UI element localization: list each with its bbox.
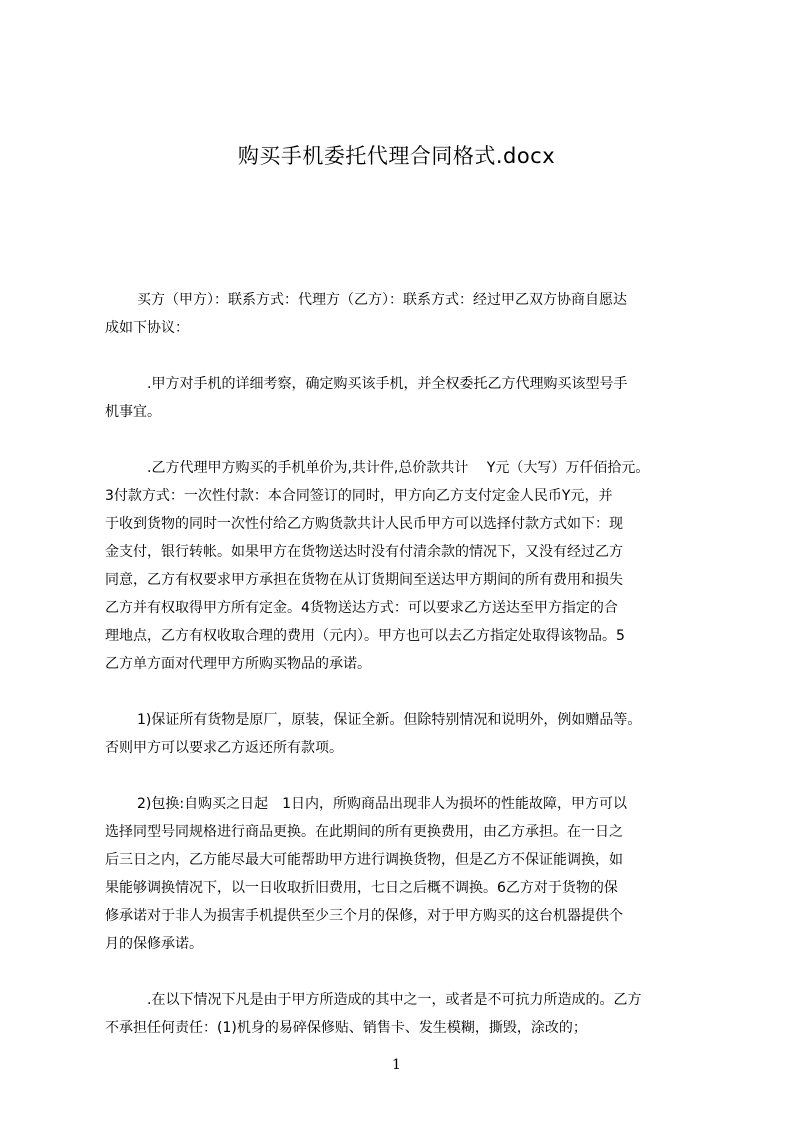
paragraph-line: 3付款方式：一次性付款：本合同签订的同时，甲方向乙方支付定金人民币Y元，并 bbox=[105, 488, 613, 504]
paragraph-exemptions bbox=[105, 986, 725, 1042]
paragraph-line: 乙方并有权取得甲方所有定金。4货物送达方式：可以要求乙方送达至甲方指定的合 bbox=[105, 600, 618, 616]
paragraph-exchange bbox=[105, 790, 725, 958]
paragraph-line: 机事宜。 bbox=[105, 404, 161, 420]
document-title: 购买手机委托代理合同格式.docx bbox=[237, 144, 556, 168]
paragraph-line: .在以下情况下凡是由于甲方所造成的其中之一，或者是不可抗力所造成的。乙方 bbox=[147, 992, 642, 1008]
paragraph-line: 于收到货物的同时一次性付给乙方购货款共计人民币甲方可以选择付款方式如下：现 bbox=[105, 516, 623, 532]
paragraph-line: 不承担任何责任：(1)机身的易碎保修贴、销售卡、发生模糊，撕毁，涂改的； bbox=[105, 1020, 587, 1036]
document-body bbox=[105, 286, 725, 1070]
paragraph-guarantee bbox=[105, 706, 725, 762]
paragraph-line: .乙方代理甲方购买的手机单价为,共计件,总价款共计 Y元（大写）万仟佰拾元。 bbox=[147, 460, 650, 476]
paragraph-line: 选择同型号同规格进行商品更换。在此期间的所有更换费用，由乙方承担。在一日之 bbox=[105, 824, 623, 840]
paragraph-line: 同意，乙方有权要求甲方承担在货物在从订货期间至送达甲方期间的所有费用和损失 bbox=[105, 572, 623, 588]
paragraph-line: 1)保证所有货物是原厂，原装，保证全新。但除特别情况和说明外，例如赠品等。 bbox=[137, 712, 642, 728]
paragraph-line: 果能够调换情况下，以一日收取折旧费用，七日之后概不调换。6乙方对于货物的保 bbox=[105, 880, 618, 896]
paragraph-line: .甲方对手机的详细考察，确定购买该手机，并全权委托乙方代理购买该型号手 bbox=[147, 376, 628, 392]
paragraph-clause-1 bbox=[105, 370, 725, 426]
page-number: 1 bbox=[392, 1057, 401, 1073]
paragraph-line: 买方（甲方）：联系方式：代理方（乙方）：联系方式：经过甲乙双方协商自愿达 bbox=[137, 292, 627, 308]
paragraph-line: 成如下协议： bbox=[105, 320, 189, 336]
paragraph-line: 修承诺对于非人为损害手机提供至少三个月的保修，对于甲方购买的这台机器提供个 bbox=[105, 908, 623, 924]
paragraph-line: 乙方单方面对代理甲方所购买物品的承诺。 bbox=[105, 656, 371, 672]
paragraph-line: 金支付，银行转帐。如果甲方在货物送达时没有付清余款的情况下，又没有经过乙方 bbox=[105, 544, 623, 560]
paragraph-line: 2)包换:自购买之日起 1日内，所购商品出现非人为损坏的性能故障，甲方可以 bbox=[137, 796, 627, 812]
paragraph-line: 月的保修承诺。 bbox=[105, 936, 203, 952]
paragraph-clause-2 bbox=[105, 454, 725, 678]
paragraph-line: 理地点，乙方有权收取合理的费用（元内）。甲方也可以去乙方指定处取得该物品。5 bbox=[105, 628, 625, 644]
paragraph-line: 后三日之内，乙方能尽最大可能帮助甲方进行调换货物，但是乙方不保证能调换，如 bbox=[105, 852, 623, 868]
paragraph-parties bbox=[105, 286, 725, 342]
paragraph-line: 否则甲方可以要求乙方返还所有款项。 bbox=[105, 740, 343, 756]
